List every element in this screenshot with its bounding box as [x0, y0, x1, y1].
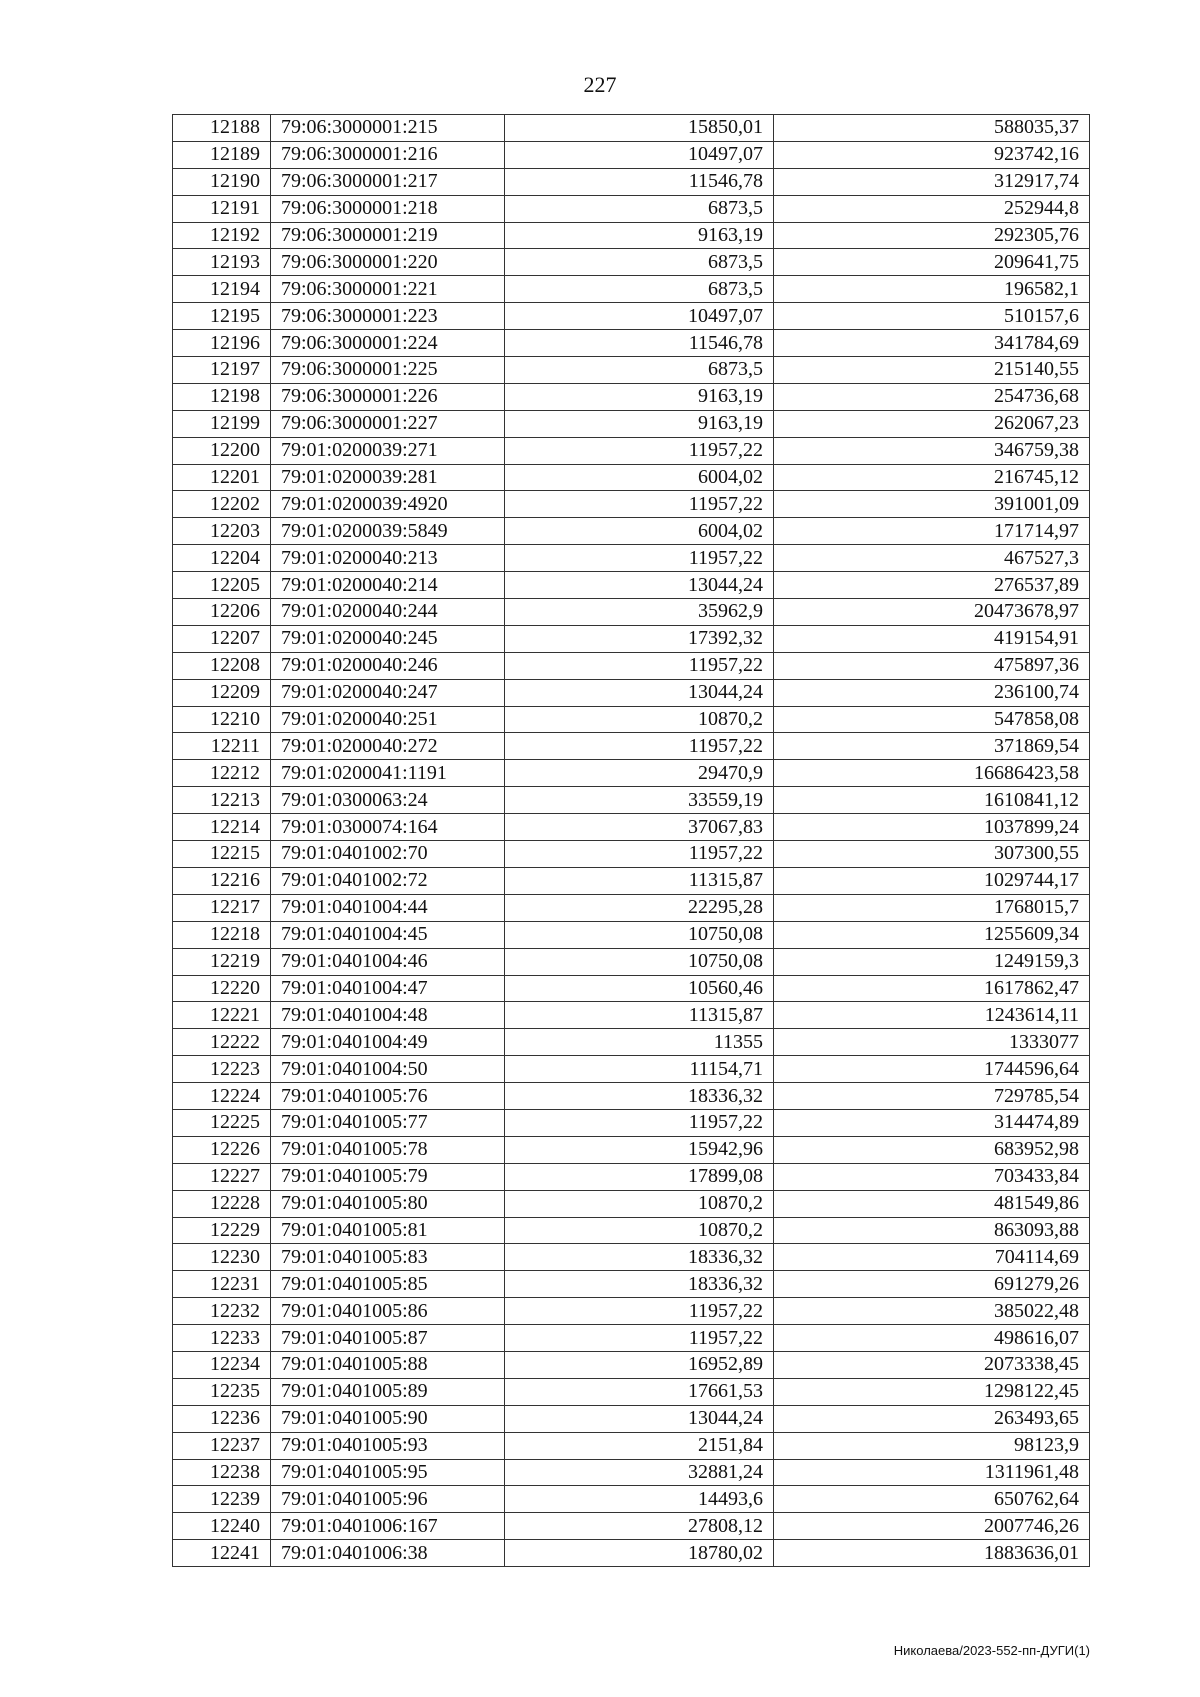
table-row [173, 168, 1090, 195]
cadastral-number: 79:01:0200039:271 [271, 437, 505, 464]
cadastral-number: 79:06:3000001:225 [271, 357, 505, 384]
row-number: 12194 [173, 276, 271, 303]
table-row [173, 1163, 1090, 1190]
cadastral-number: 79:01:0401004:45 [271, 921, 505, 948]
row-number: 12234 [173, 1351, 271, 1378]
row-number: 12238 [173, 1459, 271, 1486]
cadastral-number: 79:06:3000001:226 [271, 383, 505, 410]
table-row [173, 1029, 1090, 1056]
value-b: 498616,07 [774, 1325, 1090, 1352]
value-b: 729785,54 [774, 1083, 1090, 1110]
cadastral-number: 79:01:0401004:50 [271, 1056, 505, 1083]
row-number: 12200 [173, 437, 271, 464]
row-number: 12195 [173, 303, 271, 330]
cadastral-number: 79:01:0401005:90 [271, 1405, 505, 1432]
row-number: 12229 [173, 1217, 271, 1244]
row-number: 12191 [173, 195, 271, 222]
cadastral-number: 79:01:0200040:246 [271, 652, 505, 679]
cadastral-number: 79:01:0200039:5849 [271, 518, 505, 545]
value-b: 863093,88 [774, 1217, 1090, 1244]
cadastral-number: 79:01:0200040:244 [271, 599, 505, 626]
value-b: 419154,91 [774, 625, 1090, 652]
value-b: 312917,74 [774, 168, 1090, 195]
table-row [173, 921, 1090, 948]
row-number: 12216 [173, 867, 271, 894]
value-b: 215140,55 [774, 357, 1090, 384]
value-b: 1883636,01 [774, 1540, 1090, 1567]
table-row [173, 115, 1090, 142]
value-a: 10750,08 [505, 948, 774, 975]
table-row [173, 1271, 1090, 1298]
page-number: 227 [583, 72, 617, 97]
value-b: 171714,97 [774, 518, 1090, 545]
value-a: 6004,02 [505, 518, 774, 545]
value-a: 10497,07 [505, 141, 774, 168]
row-number: 12221 [173, 1002, 271, 1029]
cadastral-number: 79:01:0200040:213 [271, 545, 505, 572]
value-a: 11546,78 [505, 330, 774, 357]
row-number: 12220 [173, 975, 271, 1002]
cadastral-number: 79:06:3000001:221 [271, 276, 505, 303]
row-number: 12188 [173, 115, 271, 142]
row-number: 12222 [173, 1029, 271, 1056]
cadastral-number: 79:01:0401004:49 [271, 1029, 505, 1056]
table-row [173, 894, 1090, 921]
table-row [173, 1002, 1090, 1029]
value-b: 691279,26 [774, 1271, 1090, 1298]
value-b: 385022,48 [774, 1298, 1090, 1325]
value-b: 346759,38 [774, 437, 1090, 464]
value-b: 650762,64 [774, 1486, 1090, 1513]
cadastral-number: 79:06:3000001:227 [271, 410, 505, 437]
value-a: 18336,32 [505, 1083, 774, 1110]
table-row [173, 975, 1090, 1002]
row-number: 12235 [173, 1378, 271, 1405]
row-number: 12211 [173, 733, 271, 760]
row-number: 12201 [173, 464, 271, 491]
value-a: 11957,22 [505, 1325, 774, 1352]
table-row [173, 437, 1090, 464]
cadastral-number: 79:01:0300063:24 [271, 787, 505, 814]
value-a: 13044,24 [505, 572, 774, 599]
row-number: 12212 [173, 760, 271, 787]
table-row [173, 1486, 1090, 1513]
row-number: 12215 [173, 841, 271, 868]
data-table [172, 114, 1090, 1567]
row-number: 12236 [173, 1405, 271, 1432]
cadastral-number: 79:01:0401004:48 [271, 1002, 505, 1029]
value-a: 18336,32 [505, 1244, 774, 1271]
table-row [173, 410, 1090, 437]
value-b: 2007746,26 [774, 1513, 1090, 1540]
value-a: 10750,08 [505, 921, 774, 948]
value-a: 11957,22 [505, 841, 774, 868]
table-row [173, 599, 1090, 626]
row-number: 12204 [173, 545, 271, 572]
row-number: 12198 [173, 383, 271, 410]
cadastral-number: 79:01:0200041:1191 [271, 760, 505, 787]
table-row [173, 249, 1090, 276]
value-b: 371869,54 [774, 733, 1090, 760]
value-a: 11957,22 [505, 733, 774, 760]
table-row [173, 141, 1090, 168]
value-a: 11957,22 [505, 1298, 774, 1325]
cadastral-number: 79:06:3000001:215 [271, 115, 505, 142]
cadastral-number: 79:01:0401004:46 [271, 948, 505, 975]
value-b: 98123,9 [774, 1432, 1090, 1459]
row-number: 12209 [173, 679, 271, 706]
value-a: 6873,5 [505, 276, 774, 303]
cadastral-number: 79:01:0401005:78 [271, 1136, 505, 1163]
row-number: 12231 [173, 1271, 271, 1298]
value-b: 588035,37 [774, 115, 1090, 142]
row-number: 12237 [173, 1432, 271, 1459]
value-b: 307300,55 [774, 841, 1090, 868]
cadastral-number: 79:01:0401005:93 [271, 1432, 505, 1459]
value-a: 11315,87 [505, 867, 774, 894]
value-a: 11315,87 [505, 1002, 774, 1029]
cadastral-number: 79:01:0200039:4920 [271, 491, 505, 518]
value-a: 11957,22 [505, 1109, 774, 1136]
row-number: 12207 [173, 625, 271, 652]
footer-doc-id: Николаева/2023-552-пп-ДУГИ(1) [893, 1643, 1090, 1658]
table-row [173, 814, 1090, 841]
row-number: 12226 [173, 1136, 271, 1163]
cadastral-number: 79:06:3000001:220 [271, 249, 505, 276]
value-a: 17899,08 [505, 1163, 774, 1190]
row-number: 12199 [173, 410, 271, 437]
value-a: 11546,78 [505, 168, 774, 195]
cadastral-number: 79:01:0401005:83 [271, 1244, 505, 1271]
cadastral-number: 79:01:0401005:95 [271, 1459, 505, 1486]
cadastral-number: 79:06:3000001:216 [271, 141, 505, 168]
table-row [173, 787, 1090, 814]
value-a: 10497,07 [505, 303, 774, 330]
cadastral-number: 79:01:0401006:167 [271, 1513, 505, 1540]
value-b: 314474,89 [774, 1109, 1090, 1136]
value-a: 10870,2 [505, 706, 774, 733]
value-a: 9163,19 [505, 222, 774, 249]
table-row [173, 733, 1090, 760]
value-a: 6004,02 [505, 464, 774, 491]
table-row [173, 464, 1090, 491]
value-b: 481549,86 [774, 1190, 1090, 1217]
cadastral-number: 79:01:0401004:44 [271, 894, 505, 921]
value-a: 22295,28 [505, 894, 774, 921]
value-a: 14493,6 [505, 1486, 774, 1513]
value-a: 18780,02 [505, 1540, 774, 1567]
value-a: 15942,96 [505, 1136, 774, 1163]
row-number: 12213 [173, 787, 271, 814]
value-b: 1029744,17 [774, 867, 1090, 894]
cadastral-number: 79:01:0200040:214 [271, 572, 505, 599]
value-a: 11957,22 [505, 491, 774, 518]
cadastral-number: 79:06:3000001:217 [271, 168, 505, 195]
row-number: 12233 [173, 1325, 271, 1352]
cadastral-number: 79:01:0200039:281 [271, 464, 505, 491]
cadastral-number: 79:01:0401004:47 [271, 975, 505, 1002]
table-row [173, 276, 1090, 303]
value-b: 209641,75 [774, 249, 1090, 276]
value-a: 6873,5 [505, 195, 774, 222]
value-a: 13044,24 [505, 1405, 774, 1432]
cadastral-number: 79:06:3000001:223 [271, 303, 505, 330]
value-b: 467527,3 [774, 545, 1090, 572]
value-b: 1249159,3 [774, 948, 1090, 975]
value-b: 196582,1 [774, 276, 1090, 303]
cadastral-number: 79:01:0200040:272 [271, 733, 505, 760]
value-b: 1333077 [774, 1029, 1090, 1056]
cadastral-number: 79:01:0401005:96 [271, 1486, 505, 1513]
table-row [173, 1432, 1090, 1459]
row-number: 12241 [173, 1540, 271, 1567]
value-b: 923742,16 [774, 141, 1090, 168]
row-number: 12189 [173, 141, 271, 168]
cadastral-number: 79:01:0200040:251 [271, 706, 505, 733]
value-a: 16952,89 [505, 1351, 774, 1378]
row-number: 12214 [173, 814, 271, 841]
table-row [173, 1325, 1090, 1352]
cadastral-number: 79:01:0401005:77 [271, 1109, 505, 1136]
table-row [173, 1056, 1090, 1083]
table-row [173, 760, 1090, 787]
row-number: 12210 [173, 706, 271, 733]
cadastral-number: 79:01:0401005:81 [271, 1217, 505, 1244]
table-row [173, 1136, 1090, 1163]
cadastral-number: 79:01:0200040:247 [271, 679, 505, 706]
table-row [173, 572, 1090, 599]
value-b: 254736,68 [774, 383, 1090, 410]
cadastral-number: 79:01:0401005:89 [271, 1378, 505, 1405]
row-number: 12193 [173, 249, 271, 276]
table-row [173, 1513, 1090, 1540]
value-b: 1610841,12 [774, 787, 1090, 814]
cadastral-number: 79:01:0401005:87 [271, 1325, 505, 1352]
value-a: 11957,22 [505, 437, 774, 464]
value-b: 16686423,58 [774, 760, 1090, 787]
value-b: 1037899,24 [774, 814, 1090, 841]
value-a: 9163,19 [505, 410, 774, 437]
value-b: 292305,76 [774, 222, 1090, 249]
row-number: 12217 [173, 894, 271, 921]
table-row [173, 679, 1090, 706]
value-a: 15850,01 [505, 115, 774, 142]
row-number: 12190 [173, 168, 271, 195]
value-a: 17661,53 [505, 1378, 774, 1405]
value-a: 27808,12 [505, 1513, 774, 1540]
table-body [173, 115, 1090, 1567]
row-number: 12219 [173, 948, 271, 975]
table-row [173, 1083, 1090, 1110]
value-b: 341784,69 [774, 330, 1090, 357]
value-b: 1768015,7 [774, 894, 1090, 921]
table-row [173, 491, 1090, 518]
row-number: 12225 [173, 1109, 271, 1136]
row-number: 12224 [173, 1083, 271, 1110]
cadastral-number: 79:01:0401005:80 [271, 1190, 505, 1217]
value-b: 20473678,97 [774, 599, 1090, 626]
row-number: 12192 [173, 222, 271, 249]
value-a: 2151,84 [505, 1432, 774, 1459]
cadastral-number: 79:01:0401005:85 [271, 1271, 505, 1298]
cadastral-number: 79:01:0401005:76 [271, 1083, 505, 1110]
value-a: 33559,19 [505, 787, 774, 814]
row-number: 12232 [173, 1298, 271, 1325]
value-b: 704114,69 [774, 1244, 1090, 1271]
value-a: 13044,24 [505, 679, 774, 706]
table-row [173, 303, 1090, 330]
value-b: 703433,84 [774, 1163, 1090, 1190]
value-a: 10870,2 [505, 1217, 774, 1244]
table-row [173, 1298, 1090, 1325]
table-row [173, 222, 1090, 249]
value-a: 6873,5 [505, 249, 774, 276]
cadastral-number: 79:01:0401006:38 [271, 1540, 505, 1567]
table-row [173, 545, 1090, 572]
value-a: 11957,22 [505, 652, 774, 679]
row-number: 12196 [173, 330, 271, 357]
value-a: 10870,2 [505, 1190, 774, 1217]
table-row [173, 330, 1090, 357]
table-row [173, 867, 1090, 894]
value-b: 236100,74 [774, 679, 1090, 706]
value-a: 17392,32 [505, 625, 774, 652]
table-row [173, 1540, 1090, 1567]
table-row [173, 518, 1090, 545]
cadastral-number: 79:06:3000001:224 [271, 330, 505, 357]
table-row [173, 706, 1090, 733]
value-b: 216745,12 [774, 464, 1090, 491]
value-b: 547858,08 [774, 706, 1090, 733]
value-a: 29470,9 [505, 760, 774, 787]
row-number: 12223 [173, 1056, 271, 1083]
value-b: 1255609,34 [774, 921, 1090, 948]
row-number: 12206 [173, 599, 271, 626]
value-b: 262067,23 [774, 410, 1090, 437]
value-a: 10560,46 [505, 975, 774, 1002]
value-a: 9163,19 [505, 383, 774, 410]
table-row [173, 1244, 1090, 1271]
value-a: 18336,32 [505, 1271, 774, 1298]
value-b: 1243614,11 [774, 1002, 1090, 1029]
table-row [173, 625, 1090, 652]
table-row [173, 1217, 1090, 1244]
value-b: 276537,89 [774, 572, 1090, 599]
table-row [173, 948, 1090, 975]
cadastral-number: 79:01:0401002:72 [271, 867, 505, 894]
table-row [173, 652, 1090, 679]
value-b: 1298122,45 [774, 1378, 1090, 1405]
value-b: 683952,98 [774, 1136, 1090, 1163]
table-row [173, 195, 1090, 222]
row-number: 12218 [173, 921, 271, 948]
table-row [173, 1109, 1090, 1136]
row-number: 12230 [173, 1244, 271, 1271]
cadastral-number: 79:01:0401005:86 [271, 1298, 505, 1325]
value-b: 1311961,48 [774, 1459, 1090, 1486]
row-number: 12202 [173, 491, 271, 518]
cadastral-number: 79:01:0200040:245 [271, 625, 505, 652]
table-row [173, 357, 1090, 384]
cadastral-number: 79:06:3000001:219 [271, 222, 505, 249]
row-number: 12203 [173, 518, 271, 545]
table-row [173, 1190, 1090, 1217]
cadastral-number: 79:01:0401005:88 [271, 1351, 505, 1378]
value-b: 475897,36 [774, 652, 1090, 679]
value-a: 35962,9 [505, 599, 774, 626]
value-a: 11355 [505, 1029, 774, 1056]
cadastral-number: 79:01:0300074:164 [271, 814, 505, 841]
row-number: 12240 [173, 1513, 271, 1540]
cadastral-number: 79:01:0401002:70 [271, 841, 505, 868]
cadastral-number: 79:06:3000001:218 [271, 195, 505, 222]
table-row [173, 383, 1090, 410]
table-row [173, 1405, 1090, 1432]
table-row [173, 1351, 1090, 1378]
table-row [173, 841, 1090, 868]
value-b: 1617862,47 [774, 975, 1090, 1002]
row-number: 12227 [173, 1163, 271, 1190]
value-b: 1744596,64 [774, 1056, 1090, 1083]
value-a: 6873,5 [505, 357, 774, 384]
value-a: 11957,22 [505, 545, 774, 572]
value-b: 391001,09 [774, 491, 1090, 518]
table-row [173, 1378, 1090, 1405]
value-a: 32881,24 [505, 1459, 774, 1486]
row-number: 12228 [173, 1190, 271, 1217]
value-b: 263493,65 [774, 1405, 1090, 1432]
cadastral-number: 79:01:0401005:79 [271, 1163, 505, 1190]
row-number: 12239 [173, 1486, 271, 1513]
value-b: 2073338,45 [774, 1351, 1090, 1378]
value-a: 37067,83 [505, 814, 774, 841]
value-b: 252944,8 [774, 195, 1090, 222]
row-number: 12197 [173, 357, 271, 384]
value-a: 11154,71 [505, 1056, 774, 1083]
value-b: 510157,6 [774, 303, 1090, 330]
row-number: 12205 [173, 572, 271, 599]
table-row [173, 1459, 1090, 1486]
row-number: 12208 [173, 652, 271, 679]
